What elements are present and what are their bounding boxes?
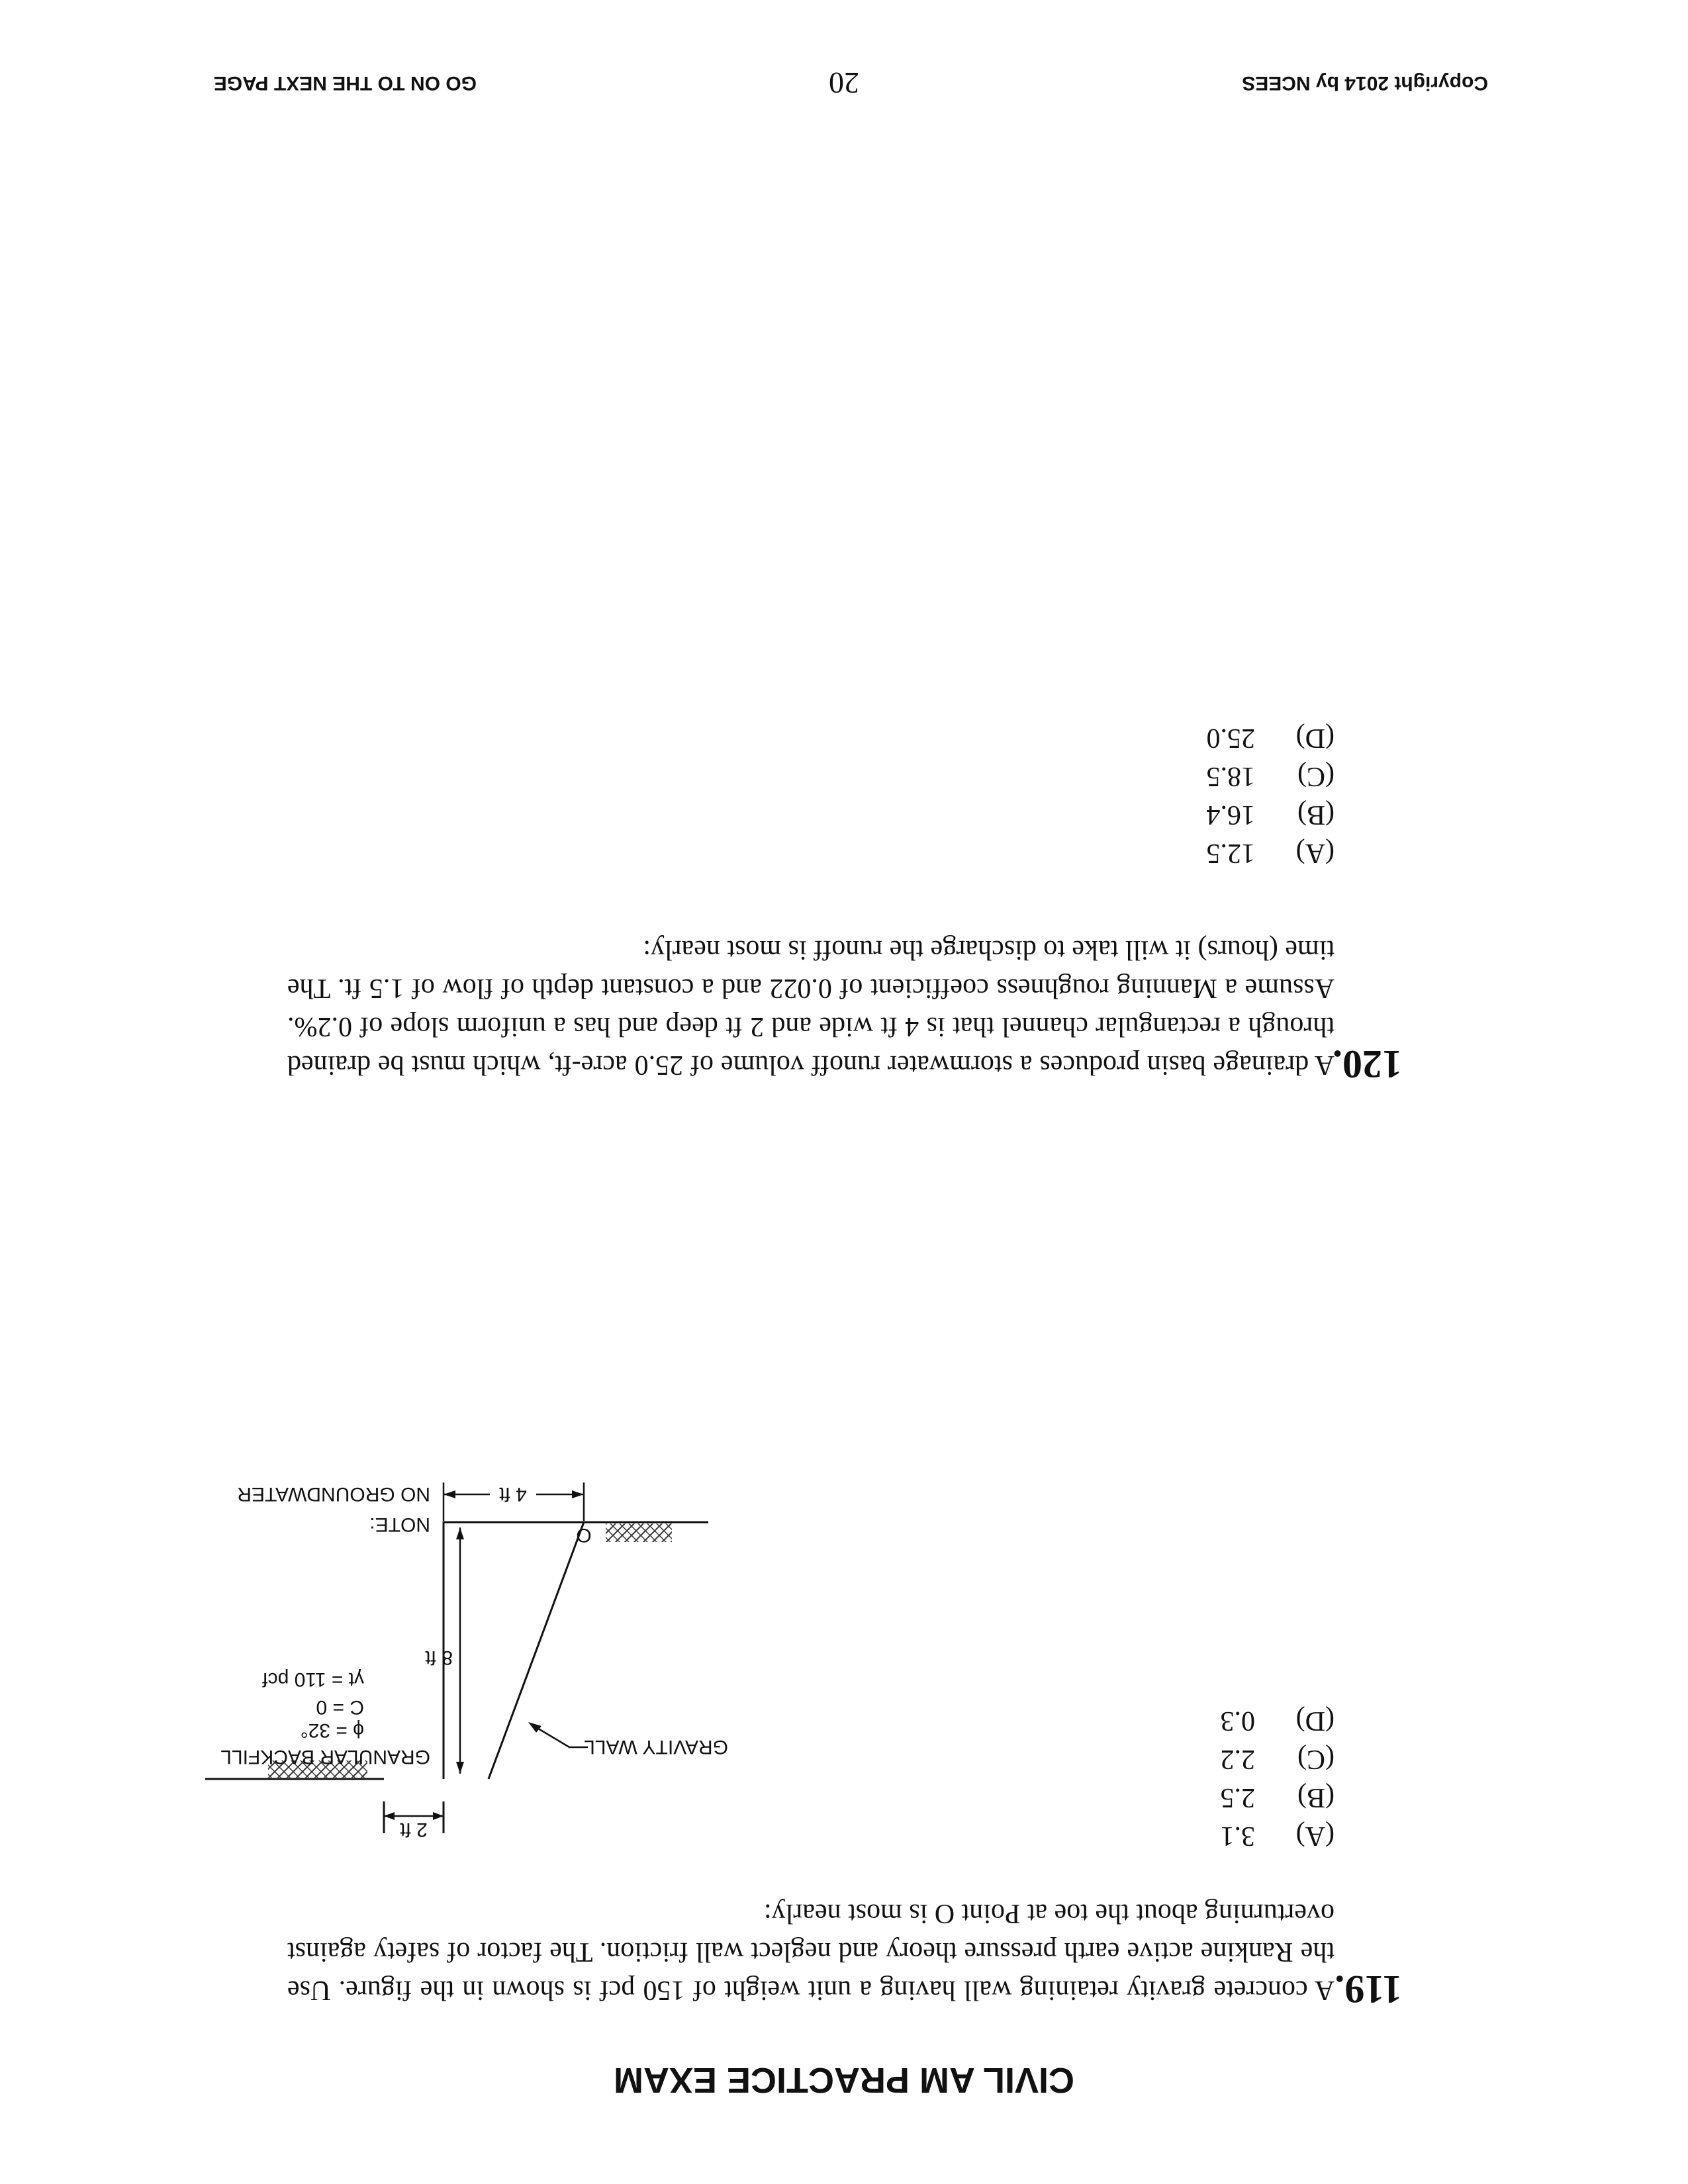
choice-119-c: (C)2.2 [1220,1744,1335,1774]
cohesion: C = 0 [316,1696,364,1718]
point-o-label: O [576,1524,592,1546]
height-label: 8 ft [425,1647,453,1668]
page-number: 20 [829,66,859,100]
choice-120-a: (A)12.5 [1206,838,1335,868]
top-width-label: 2 ft [400,1819,428,1841]
choice-120-c: (C)18.5 [1206,761,1335,792]
footer-continue: GO ON TO THE NEXT PAGE [213,72,477,94]
footer-copyright: Copyright 2014 by NCEES [1242,72,1488,94]
note-text: NO GROUNDWATER [237,1483,430,1505]
friction-angle: ϕ = 32° [300,1719,364,1741]
choice-119-b: (B)2.5 [1220,1782,1335,1813]
question-120-number: 120. [1333,1042,1402,1086]
gravity-wall-leader-arrow [528,1722,588,1747]
choice-119-d: (D)0.3 [1220,1706,1335,1736]
backfill-title: GRANULAR BACKFILL [220,1746,430,1768]
gravity-wall-label: GRAVITY WALL [584,1736,728,1758]
page-title: CIVIL AM PRACTICE EXAM [613,2060,1075,2100]
note-title: NOTE: [369,1514,430,1535]
question-120-choices [1207,719,1335,872]
height-dimension [456,1527,464,1774]
choice-120-d: (D)25.0 [1206,723,1335,753]
choice-120-b: (B)16.4 [1206,799,1335,830]
toe-soil-hatch [606,1524,672,1542]
choice-119-a: (A)3.1 [1220,1821,1335,1851]
unit-weight: γt = 110 pcf [262,1668,364,1690]
question-119-text: A concrete gravity retaining wall having a unit weight of 150 pcf is shown in the figure. Use the Rankine active earth pressure theory and neglect wall friction. The factor of safety against overturning about the toe at Point O is most nearly: [287,1898,1335,2005]
base-width-label: 4 ft [499,1483,527,1505]
question-120-text: A drainage basin produces a stormwater runoff volume of 25.0 acre-ft, which must be drained through a rectangular channel that is 4 ft wide and 2 ft deep and has a uniform slope of 0.2%. Assume a Manning roughness coefficient of 0.022 and a constant depth of flow of 1.5 ft. The time (hours) it will take to discharge the runoff is most nearly: [287,934,1335,1080]
question-119-number: 119. [1335,1968,1402,2011]
gravity-wall-outline [444,1522,584,1779]
